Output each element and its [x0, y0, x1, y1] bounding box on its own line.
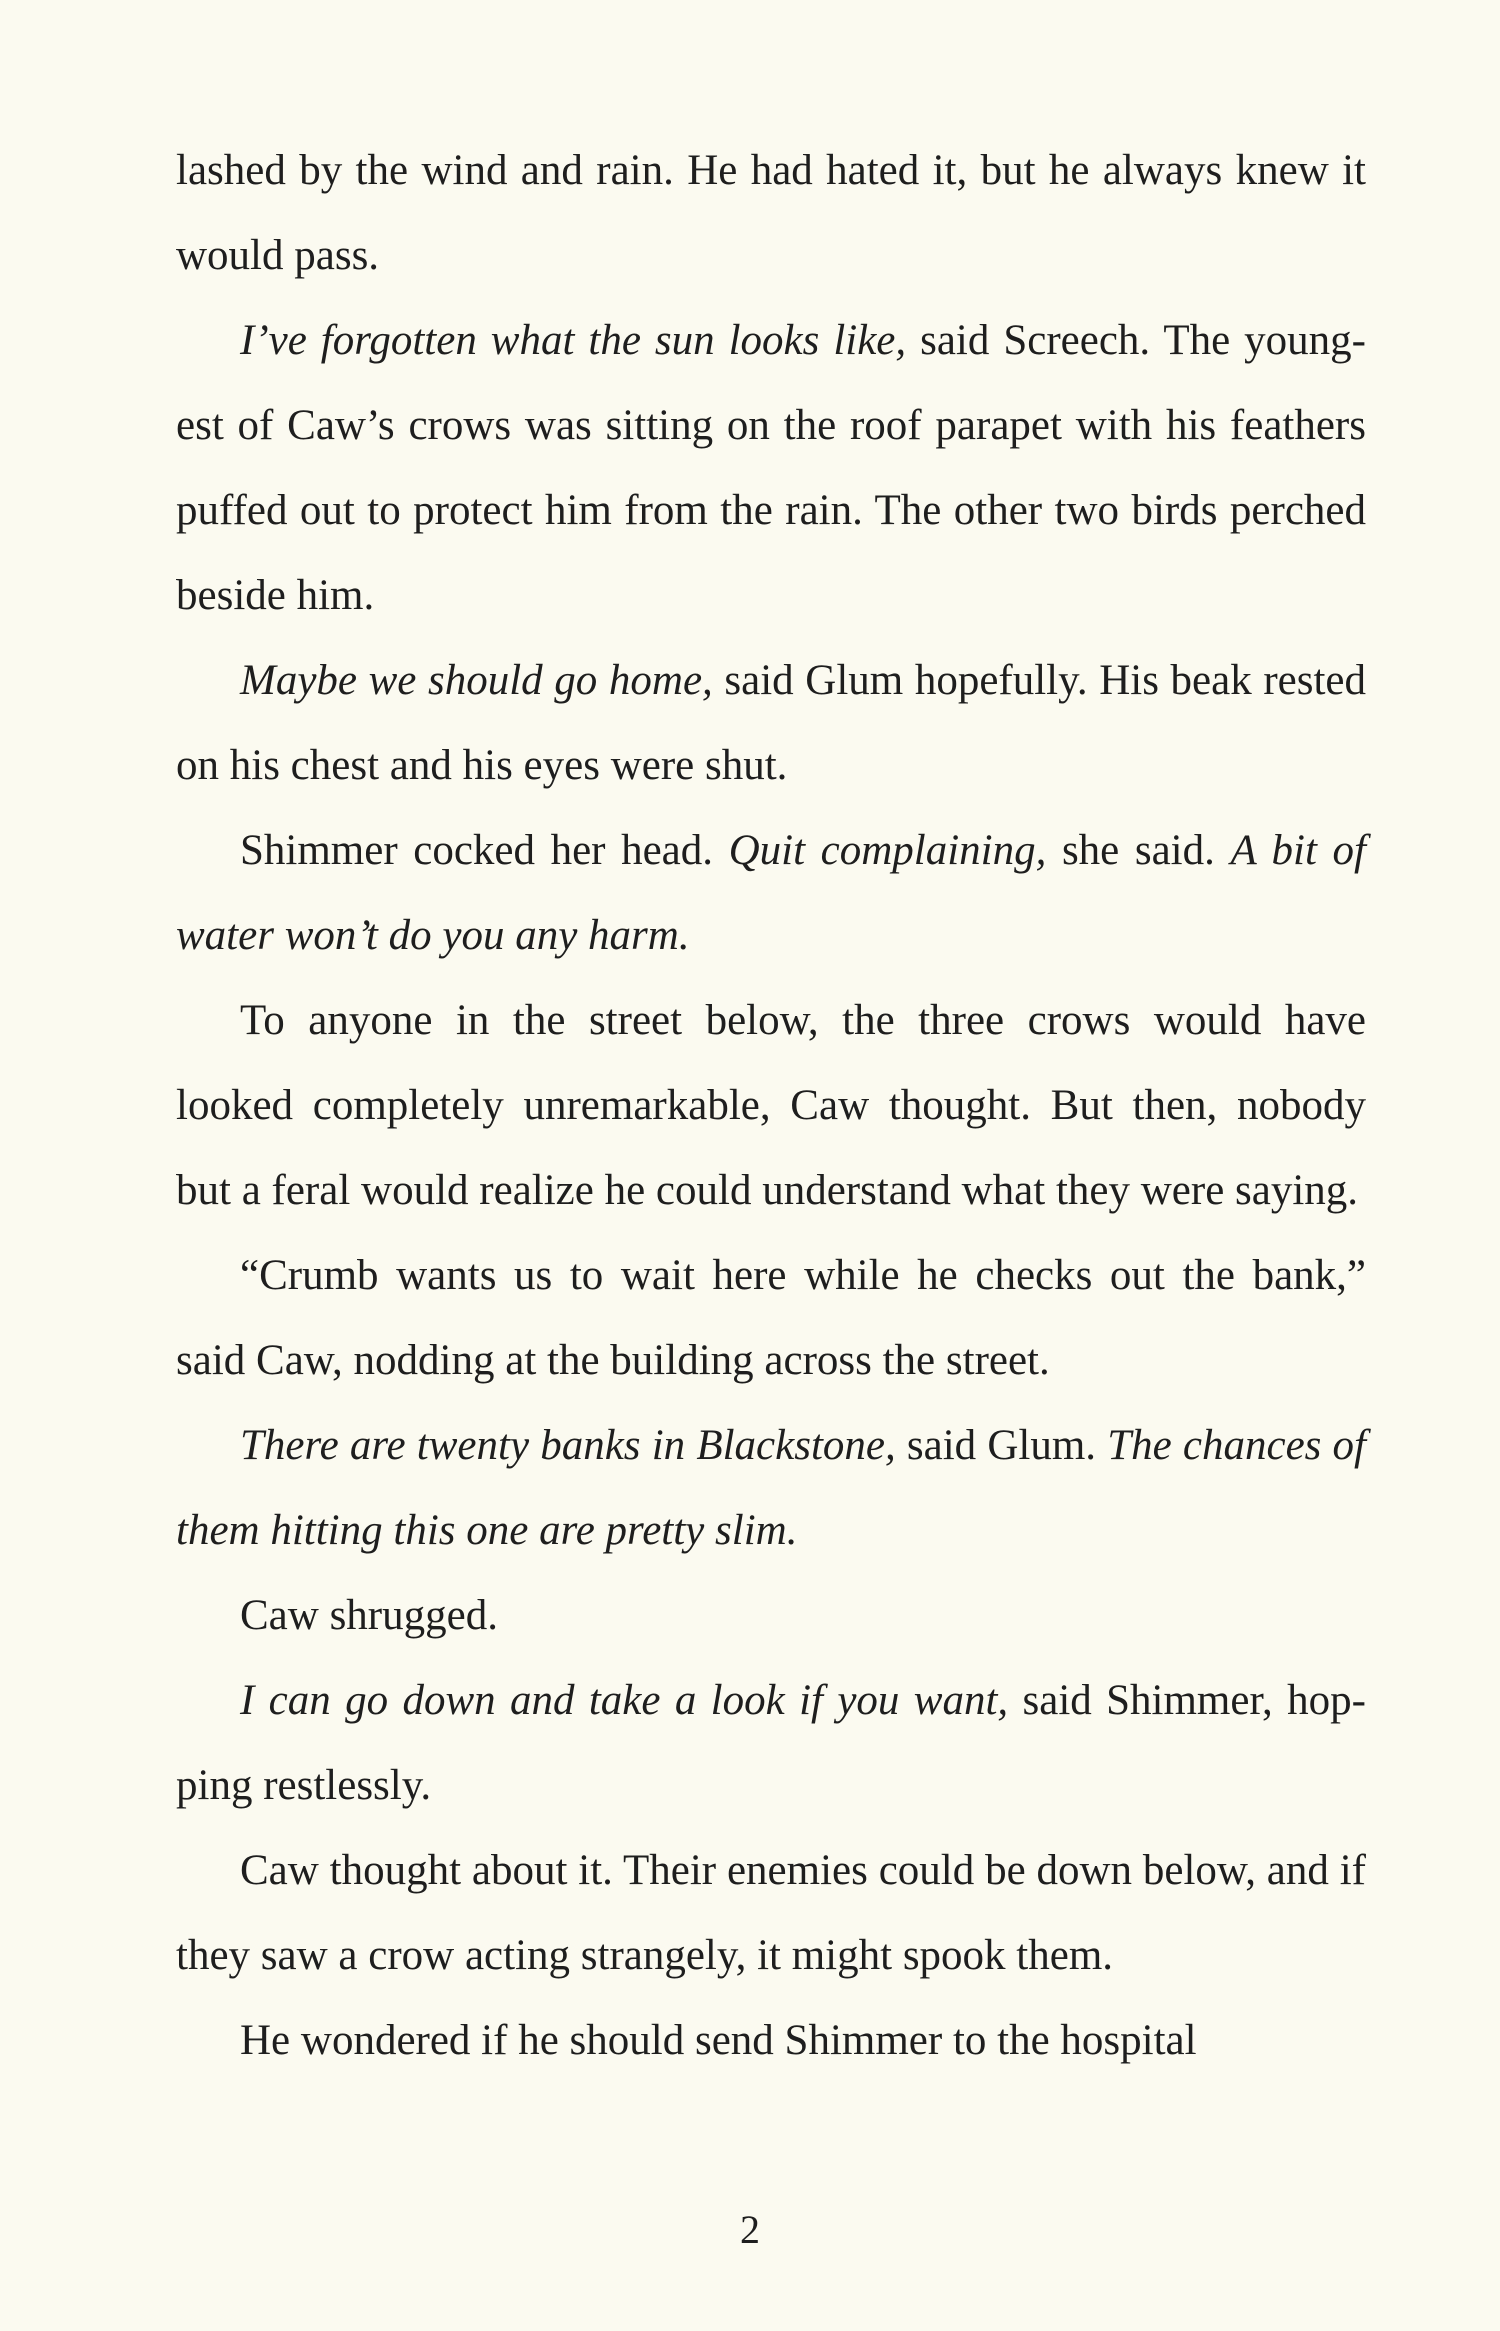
- paragraph: [176, 298, 1366, 638]
- paragraph: [176, 1828, 1366, 1998]
- text-run: said Glum hopefully. His beak rested on his chest and his eyes were shut.: [176, 657, 1367, 789]
- text-run: To anyone in the street below, the three crows would have looked completely unremarkable, Caw thought. But then, nobody but a feral would realize he could understand what they were saying.: [176, 997, 1366, 1214]
- text-run: lashed by the wind and rain. He had hated it, but he always knew it would pass.: [176, 147, 1366, 279]
- paragraph: [176, 1658, 1366, 1828]
- italic-text: There are twenty banks in Blackstone,: [240, 1422, 896, 1469]
- paragraph: [176, 978, 1366, 1233]
- text-run: said Screech. The youngest of Caw’s crows was sitting on the roof parapet with his feathers puffed out to protect him from the rain. The other two birds perched beside him.: [176, 317, 1366, 619]
- paragraph: [176, 1998, 1366, 2083]
- text-run: Caw shrugged.: [240, 1592, 498, 1639]
- paragraph: [176, 808, 1366, 978]
- paragraph: [176, 1233, 1366, 1403]
- text-run: she said.: [1046, 827, 1231, 874]
- paragraph: [176, 1573, 1366, 1658]
- text-run: said Shimmer, hopping restlessly.: [176, 1677, 1366, 1809]
- text-run: Caw thought about it. Their enemies could be down below, and if they saw a crow acting strangely, it might spook them.: [176, 1847, 1366, 1979]
- italic-text: A bit of water won’t do you any harm.: [176, 827, 1366, 959]
- paragraph: [176, 638, 1366, 808]
- italic-text: Quit complaining,: [728, 827, 1047, 874]
- italic-text: Maybe we should go home,: [240, 657, 713, 704]
- italic-text: The chances of them hitting this one are pretty slim.: [176, 1422, 1367, 1554]
- body-text: [176, 128, 1366, 2083]
- page-number: 2: [740, 2207, 760, 2252]
- italic-text: I can go down and take a look if you want,: [240, 1677, 1009, 1724]
- text-run: “Crumb wants us to wait here while he checks out the bank,” said Caw, nodding at the building across the street.: [176, 1252, 1366, 1384]
- italic-text: I’ve forgotten what the sun looks like,: [240, 317, 907, 364]
- text-run: He wondered if he should send Shimmer to the hospital: [240, 2017, 1197, 2064]
- text-run: said Glum.: [895, 1422, 1108, 1469]
- paragraph: [176, 128, 1366, 298]
- text-run: Shimmer cocked her head.: [240, 827, 729, 874]
- paragraph: [176, 1403, 1366, 1573]
